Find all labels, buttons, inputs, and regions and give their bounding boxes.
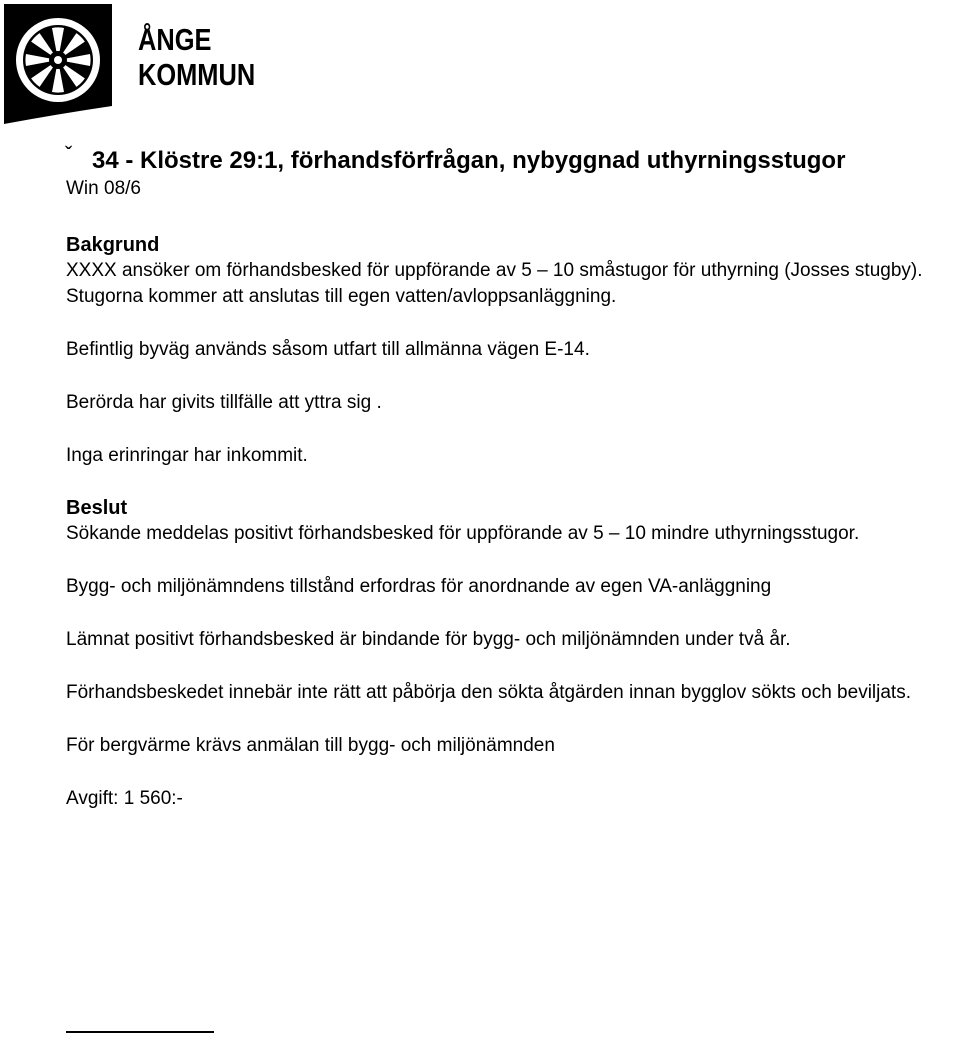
document-body xyxy=(65,142,956,812)
background-paragraph-2: Befintlig byväg används såsom utfart till allmänna vägen E-14. xyxy=(66,339,590,360)
document-title xyxy=(65,142,956,176)
municipality-name xyxy=(138,22,255,92)
decision-paragraph-3: Lämnat positivt förhandsbesked är bindande för bygg- och miljönämnden under två år. xyxy=(66,629,791,650)
decision-paragraph-1: Sökande meddelas positivt förhandsbesked för uppförande av 5 – 10 mindre uthyrningsstugor. xyxy=(66,523,860,544)
title-text: 34 - Klöstre 29:1, förhandsförfrågan, nybyggnad uthyrningsstugor xyxy=(92,147,846,174)
background-paragraph-4: Inga erinringar har inkommit. xyxy=(66,445,308,466)
background-heading: Bakgrund xyxy=(66,234,160,256)
fee-line: Avgift: 1 560:- xyxy=(66,788,183,809)
document-subtitle: Win 08/6 xyxy=(66,178,141,199)
decision-paragraph-2: Bygg- och miljönämndens tillstånd erfordras för anordnande av egen VA-anläggning xyxy=(66,576,772,597)
logo-line-1: ÅNGE xyxy=(138,22,212,57)
signature-rule xyxy=(66,1031,214,1033)
decision-paragraph-5: För bergvärme krävs anmälan till bygg- och miljönämnden xyxy=(66,735,555,756)
background-paragraph-1: XXXX ansöker om förhandsbesked för uppförande av 5 – 10 småstugor för uthyrning (Josses stugby). Stugorna kommer att anslutas till egen vatten/avloppsanläggning. xyxy=(66,260,923,307)
logo-line-2: KOMMUN xyxy=(138,57,256,92)
wheel-emblem-icon xyxy=(2,2,114,124)
background-paragraph-3: Berörda har givits tillfälle att yttra sig . xyxy=(66,392,382,413)
decision-heading: Beslut xyxy=(66,497,128,519)
title-marker: ˇ xyxy=(65,142,73,167)
decision-paragraph-4: Förhandsbeskedet innebär inte rätt att påbörja den sökta åtgärden innan bygglov sökts och beviljats. xyxy=(66,682,911,703)
